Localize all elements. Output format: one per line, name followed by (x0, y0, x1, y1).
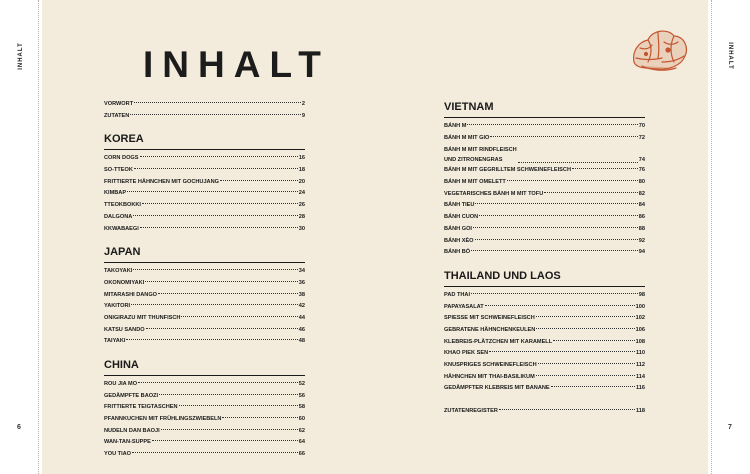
toc-entry-page: 60 (298, 416, 305, 423)
toc-entry-page: 84 (638, 202, 645, 209)
toc-entry[interactable] (104, 325, 305, 337)
dot-leader (471, 250, 638, 251)
toc-entry-page: 52 (298, 381, 305, 387)
toc-entry-title: TAIYAKI (104, 338, 126, 345)
dot-leader (544, 192, 638, 193)
dot-leader (479, 215, 638, 216)
toc-entry[interactable] (444, 177, 645, 189)
toc-entry-title: YAKITORI (104, 303, 131, 310)
dot-leader (131, 304, 298, 305)
toc-entry-title: WAN-TAN-SUPPE (104, 439, 151, 446)
dot-leader (161, 429, 298, 430)
dot-leader (159, 394, 298, 395)
toc-entry[interactable] (104, 301, 305, 313)
toc-entry[interactable] (444, 121, 645, 133)
toc-entry[interactable] (444, 313, 645, 325)
toc-entry-title: OKONOMIYAKI (104, 279, 145, 286)
toc-entry-page: 70 (638, 123, 645, 129)
left-margin-rule (38, 0, 39, 474)
toc-entry-title: KATSU SANDO (104, 326, 145, 333)
toc-entry-page: 64 (298, 439, 305, 446)
dot-leader (471, 293, 638, 294)
toc-entry-title: BÁNH TIEU (444, 202, 475, 209)
toc-entry-title: CORN DOGS (104, 155, 139, 162)
dot-leader (133, 215, 297, 216)
left-margin (0, 0, 42, 474)
toc-entry[interactable] (104, 188, 305, 200)
toc-entry-page: 80 (638, 179, 645, 186)
toc-entry[interactable] (104, 153, 305, 165)
toc-entry[interactable] (104, 437, 305, 449)
dot-leader (220, 180, 298, 181)
toc-entry-title: DALGONA (104, 213, 133, 220)
dot-leader (538, 363, 635, 364)
dot-leader (499, 409, 635, 410)
toc-entry[interactable] (104, 391, 305, 403)
toc-entry-title: ZUTATEN (104, 112, 130, 119)
page-number-left: 6 (17, 424, 21, 431)
right-margin-rule (711, 0, 712, 474)
page-number-right: 7 (728, 424, 732, 431)
toc-entry-title: BÁNH M MIT RINDFLEISCH UND ZITRONENGRAS (444, 147, 517, 164)
dot-leader (133, 269, 297, 270)
toc-entry-page: 28 (298, 213, 305, 220)
toc-entry[interactable] (444, 372, 645, 384)
toc-entry[interactable] (104, 212, 305, 224)
right-margin (708, 0, 750, 474)
section-heading: KOREA (104, 133, 305, 150)
toc-entry-page: 30 (298, 225, 305, 232)
toc-entry-page: 48 (298, 338, 305, 345)
toc-entry-title: BÁNH M MIT GEGRILLTEM SCHWEINEFLEISCH (444, 167, 571, 174)
toc-column-right (444, 101, 645, 418)
toc-entry-page: 88 (638, 225, 645, 232)
toc-entry-title: BÁNH M (444, 123, 467, 129)
page-title: INHALT (143, 44, 330, 85)
section-heading: VIETNAM (444, 101, 645, 118)
toc-entry[interactable] (444, 337, 645, 349)
dot-leader (158, 293, 298, 294)
toc-entry-page: 9 (301, 112, 305, 119)
toc-entry-title: VORWORT (104, 101, 134, 107)
section-heading: JAPAN (104, 246, 305, 263)
dot-leader (130, 114, 301, 115)
dot-leader (572, 168, 638, 169)
toc-entry[interactable] (444, 348, 645, 360)
toc-entry-page: 26 (298, 202, 305, 209)
toc-entry-title: YOU TIAO (104, 451, 132, 458)
toc-entry[interactable] (444, 212, 645, 224)
toc-entry[interactable] (444, 290, 645, 302)
dot-leader (490, 136, 637, 137)
toc-entries (104, 266, 305, 348)
toc-entry-title: KIMBAP (104, 190, 127, 197)
toc-entry-page: 112 (635, 362, 645, 368)
toc-entries (104, 153, 305, 235)
toc-entry-title: BÁNH M MIT OMELETT (444, 179, 506, 186)
toc-entry[interactable] (104, 290, 305, 302)
toc-entry[interactable] (444, 144, 645, 165)
dot-leader (134, 168, 298, 169)
toc-entry-page: 76 (638, 167, 645, 174)
dot-leader (142, 203, 298, 204)
toc-entry-title: FRITTIERTE TEIGTASCHEN (104, 404, 178, 411)
toc-entry-title: PFANNKUCHEN MIT FRÜHLINGSZWIEBELN (104, 416, 222, 423)
toc-entry-title: BÁNH BÒ (444, 249, 471, 256)
toc-entry-page: 82 (638, 190, 645, 197)
toc-entry-title: ONIGIRAZU MIT THUNFISCH (104, 314, 181, 321)
dot-leader (132, 452, 298, 453)
toc-entry-page: 106 (635, 326, 645, 333)
toc-entry-page: 36 (298, 279, 305, 286)
dot-leader (485, 305, 635, 306)
toc-entry-page: 18 (298, 167, 305, 174)
dot-leader (475, 239, 638, 240)
toc-entry-title: KHAO PIEK SEN (444, 350, 489, 357)
section-heading: CHINA (104, 359, 305, 376)
toc-entry-title: VEGETARISCHES BÁNH M MIT TOFU (444, 190, 544, 197)
dot-leader (222, 417, 297, 418)
toc-entry-title: BÁNH GOI (444, 225, 472, 232)
toc-entry-title: ROU JIA MO (104, 381, 138, 387)
dumpling-illustration-icon (628, 18, 692, 78)
toc-entry-title: GEBRATENE HÄHNCHENKEULEN (444, 326, 536, 333)
toc-entry[interactable] (444, 325, 645, 337)
dot-leader (146, 328, 298, 329)
toc-entry-page: 118 (635, 408, 645, 415)
dot-leader (473, 227, 638, 228)
toc-section-korea (104, 133, 305, 235)
dot-leader (140, 227, 298, 228)
toc-entry-page: 44 (298, 314, 305, 321)
dot-leader (467, 124, 637, 125)
toc-entry-title: PAD THAI (444, 291, 470, 298)
dot-leader (489, 351, 635, 352)
toc-entry-title: FRITTIERTE HÄHNCHEN MIT GOCHUJANG (104, 178, 219, 185)
toc-entry[interactable] (104, 111, 305, 123)
toc-entry-title: BÁNH XÈO (444, 237, 474, 244)
toc-column-left (104, 99, 305, 461)
dot-leader (181, 316, 297, 317)
toc-entry-page: 20 (298, 178, 305, 185)
toc-entry-page: 16 (298, 155, 305, 162)
toc-entry[interactable] (444, 383, 645, 395)
dot-leader (551, 386, 635, 387)
toc-intro-entries (104, 99, 305, 122)
toc-entry[interactable] (104, 336, 305, 348)
toc-entry[interactable] (444, 133, 645, 145)
toc-entry-page: 66 (298, 451, 305, 458)
toc-entry[interactable] (104, 278, 305, 290)
toc-entry-page: 92 (638, 237, 645, 244)
toc-entry[interactable] (444, 165, 645, 177)
toc-entry-title: BÁNH CUON (444, 214, 479, 221)
dot-leader (126, 339, 297, 340)
toc-entry-title: HÄHNCHEN MIT THAI-BASILIKUM (444, 373, 535, 380)
toc-entry[interactable] (104, 177, 305, 189)
dot-leader (179, 405, 298, 406)
toc-entry[interactable] (104, 165, 305, 177)
toc-entry-page: 110 (635, 350, 645, 357)
toc-entry-page: 24 (298, 190, 305, 197)
dot-leader (140, 156, 298, 157)
toc-entry-page: 108 (635, 338, 645, 345)
toc-entry-page: 86 (638, 214, 645, 221)
toc-entry[interactable] (444, 236, 645, 248)
toc-outro-entries (444, 406, 645, 418)
toc-entry[interactable] (104, 414, 305, 426)
toc-entry-title: SPIESSE MIT SCHWEINEFLEISCH (444, 315, 535, 322)
toc-entry[interactable] (104, 266, 305, 278)
dot-leader (507, 180, 638, 181)
toc-entry-page: 98 (638, 291, 645, 298)
toc-entry[interactable] (104, 313, 305, 325)
toc-section-vietnam (444, 101, 645, 259)
dot-leader (536, 375, 635, 376)
toc-entry-page: 42 (298, 303, 305, 310)
toc-entry-title: PAPAYASALAT (444, 303, 484, 310)
toc-entry-page: 56 (298, 392, 305, 399)
toc-entry-page: 2 (301, 101, 305, 107)
toc-entry[interactable] (444, 224, 645, 236)
toc-entry[interactable] (444, 360, 645, 372)
running-head-left: INHALT (18, 42, 24, 70)
toc-entries (104, 379, 305, 461)
toc-entry[interactable] (104, 449, 305, 461)
toc-section-china (104, 359, 305, 461)
toc-entry-title: SO-TTEOK (104, 167, 133, 174)
dot-leader (536, 316, 635, 317)
toc-entry-page: 34 (298, 268, 305, 275)
toc-section-japan (104, 246, 305, 348)
toc-entry-title: KNUSPRIGES SCHWEINEFLEISCH (444, 362, 537, 368)
dot-leader (553, 340, 635, 341)
dot-leader (152, 440, 298, 441)
toc-entry-title: KLEBREIS-PLÄTZCHEN MIT KARAMELL (444, 338, 553, 345)
section-heading: THAILAND UND LAOS (444, 270, 645, 287)
toc-entry-page: 102 (635, 315, 645, 322)
toc-entry[interactable] (444, 200, 645, 212)
toc-entry-title: NUDELN DAN BAOJI (104, 427, 160, 434)
toc-entry[interactable] (104, 200, 305, 212)
dot-leader (134, 102, 301, 103)
toc-entry-title: TTEOKBOKKI (104, 202, 141, 209)
toc-entry-page: 38 (298, 291, 305, 298)
toc-entries (444, 290, 645, 395)
toc-entry-page: 94 (638, 249, 645, 256)
toc-entry[interactable] (444, 247, 645, 259)
dot-leader (138, 382, 298, 383)
toc-entry-title: TAKOYAKI (104, 268, 133, 275)
toc-entry-page: 114 (635, 373, 645, 380)
toc-entry[interactable] (444, 406, 645, 418)
toc-entry-page: 62 (298, 427, 305, 434)
toc-entry[interactable] (444, 302, 645, 314)
toc-entry[interactable] (104, 402, 305, 414)
toc-entry-title: KKWABAEGI (104, 225, 139, 232)
toc-entry[interactable] (104, 379, 305, 391)
toc-entry-page: 74 (638, 157, 645, 164)
toc-entry[interactable] (444, 189, 645, 201)
toc-entry-page: 72 (638, 134, 645, 141)
toc-entries (444, 121, 645, 259)
toc-entry[interactable] (104, 426, 305, 438)
dot-leader (145, 281, 298, 282)
toc-entry-page: 100 (635, 303, 645, 310)
toc-entry-page: 46 (298, 326, 305, 333)
toc-entry-page: 116 (635, 385, 645, 392)
toc-entry-title: MITARASHI DANGO (104, 291, 158, 298)
toc-entry[interactable] (104, 99, 305, 111)
toc-entry[interactable] (104, 224, 305, 236)
toc-entry-page: 58 (298, 404, 305, 411)
toc-entry-title: GEDÄMPFTE BAOZI (104, 392, 159, 399)
dot-leader (518, 162, 638, 163)
toc-entry-title: ZUTATENREGISTER (444, 408, 498, 415)
dot-leader (475, 203, 637, 204)
toc-section-thailand-laos (444, 270, 645, 395)
toc-entry-title: BÁNH M MIT GIO (444, 134, 490, 141)
toc-entry-title: GEDÄMPFTER KLEBREIS MIT BANANE (444, 385, 550, 392)
dot-leader (127, 191, 298, 192)
dot-leader (536, 328, 634, 329)
running-head-right: INHALT (727, 42, 733, 70)
